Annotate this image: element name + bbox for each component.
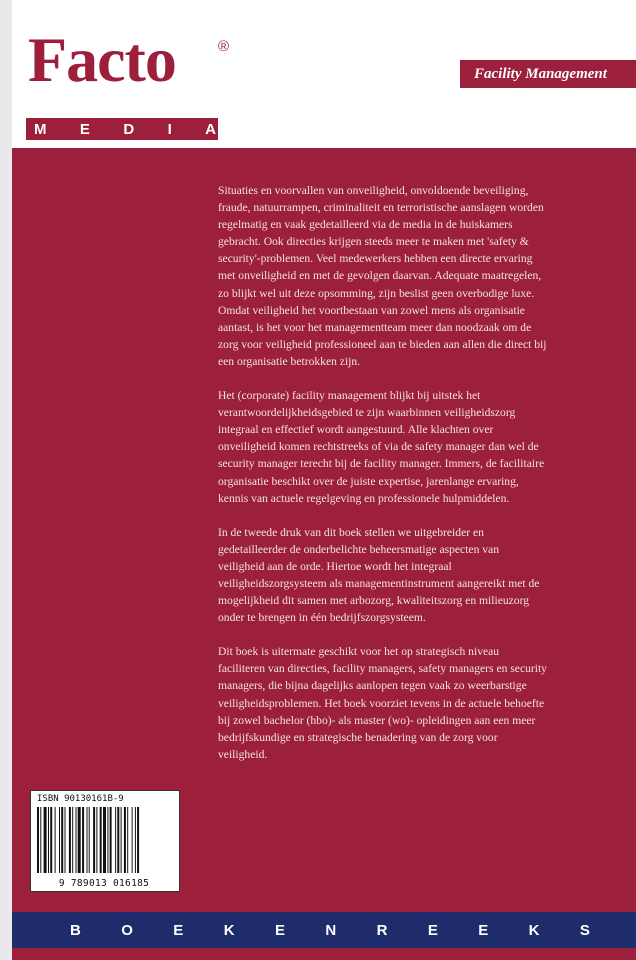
media-letter: D — [123, 120, 135, 138]
barcode-bar — [37, 807, 39, 873]
barcode-bar — [110, 807, 112, 873]
media-letter: I — [167, 120, 172, 138]
footer-letter: O — [121, 921, 133, 939]
barcode-bar — [100, 807, 102, 873]
barcode-bar — [76, 807, 77, 873]
blurb-paragraph: In de tweede druk van dit boek stellen we uitgebreider en gedetailleerder de onderbelichte beheersmatige aspecten van veiligheid aan de orde. Hiertoe wordt het integraal veiligheidszorgsysteem als managementinstrument aangereikt met de mogelijkheid dit samen met arbozorg, kwaliteitszorg en milieuzorg onder te brengen in één bedrijfszorgsysteem. — [218, 525, 540, 625]
barcode-bar — [93, 807, 95, 873]
barcode-bar — [103, 807, 106, 873]
barcode-bar — [48, 807, 49, 873]
blurb-paragraph: Dit boek is uitermate geschikt voor het op strategisch niveau faciliteren van directies, facility managers, safety managers en security managers, die bijna dagelijks aanlopen tegen vaak zo weerbarstige veiligheidsproblemen. Het boek voorziet tevens in de actuele behoefte bij zowel bachelor (hbo)- als master (wo)- opleidingen aan een meer bedrijfskundige en strategische benadering van de zorg voor veiligheid. — [218, 645, 547, 761]
barcode-bar — [127, 807, 128, 873]
barcode-bar — [137, 807, 139, 873]
cover-panel — [12, 0, 636, 960]
barcode-bar — [124, 807, 126, 873]
barcode-bar — [61, 807, 63, 873]
barcode-bar — [115, 807, 116, 873]
blurb — [218, 182, 548, 780]
media-letter: A — [205, 120, 216, 138]
barcode-bar — [135, 807, 136, 873]
barcode-bar — [96, 807, 97, 873]
barcode-bar — [40, 807, 41, 873]
barcode-bar — [117, 807, 119, 873]
footer-letter: R — [376, 921, 388, 939]
blurb-paragraph: Situaties en voorvallen van onveiligheid, onvoldoende beveiliging, fraude, natuurrampen, criminaliteit en terroristische aanslagen worden regelmatig en vaak gedetailleerd via de media in de huiskamers gebracht. Ook directies krijgen steeds meer te maken met 'safety & security'-problemen. Veel medewerkers hebben een directe ervaring met onveiligheid en met de gevolgen daarvan. Adequate maatregelen, zo blijkt wel uit deze opsomming, zijn beslist geen overbodige luxe. Omdat veiligheid het voortbestaan van zowel mens als organisatie aantast, is het voor het managementteam meer dan noodzaak om de zorg voor veiligheid professioneel aan te bieden aan allen die direct bij een organisatie betrokken zijn. — [218, 184, 547, 368]
barcode-bar — [44, 807, 47, 873]
series-footer — [12, 912, 636, 948]
barcode-bar — [132, 807, 133, 873]
barcode-bar — [72, 807, 73, 873]
barcode-bar — [69, 807, 71, 873]
barcode — [30, 790, 180, 892]
ean-number: 9 789013 016185 — [58, 878, 150, 889]
footer-letter: S — [579, 921, 590, 939]
footer-letter: E — [274, 921, 285, 939]
barcode-bar — [82, 807, 84, 873]
barcode-bar — [78, 807, 81, 873]
registered-mark: ® — [218, 38, 230, 55]
footer-letter: K — [528, 921, 540, 939]
barcode-bars — [37, 807, 171, 873]
footer-letter: N — [325, 921, 337, 939]
media-wordmark — [30, 118, 220, 140]
barcode-bar — [87, 807, 88, 873]
footer-letter: K — [223, 921, 235, 939]
media-letter: E — [79, 120, 90, 138]
footer-letter: E — [173, 921, 184, 939]
media-letter: M — [34, 120, 47, 138]
barcode-bar — [55, 807, 56, 873]
isbn-text: ISBN 90130161B-9 — [37, 794, 124, 804]
series-label: Facility Management — [460, 60, 636, 88]
barcode-bar — [107, 807, 108, 873]
footer-letter: E — [427, 921, 438, 939]
footer-letter: B — [70, 921, 81, 939]
publisher-logo: Facto — [28, 24, 176, 95]
blurb-paragraph: Het (corporate) facility management blijkt bij uitstek het verantwoordelijkheidsgebied te zijn waarbinnen veiligheidszorg integraal en effectief wordt aangestuurd. Alle klachten over onveiligheid komen rechtstreeks of via de safety manager dan wel de security manager terecht bij de facility manager. Immers, de facilitaire organisatie beschikt over de juiste expertise, jarenlange ervaring, kennis van actuele regelgeving en professionele hulpmiddelen. — [218, 389, 545, 505]
cover-header — [12, 0, 636, 148]
barcode-bar — [89, 807, 90, 873]
barcode-bar — [50, 807, 52, 873]
barcode-bar — [65, 807, 66, 873]
footer-letter: E — [478, 921, 489, 939]
barcode-bar — [121, 807, 122, 873]
barcode-bar — [59, 807, 60, 873]
